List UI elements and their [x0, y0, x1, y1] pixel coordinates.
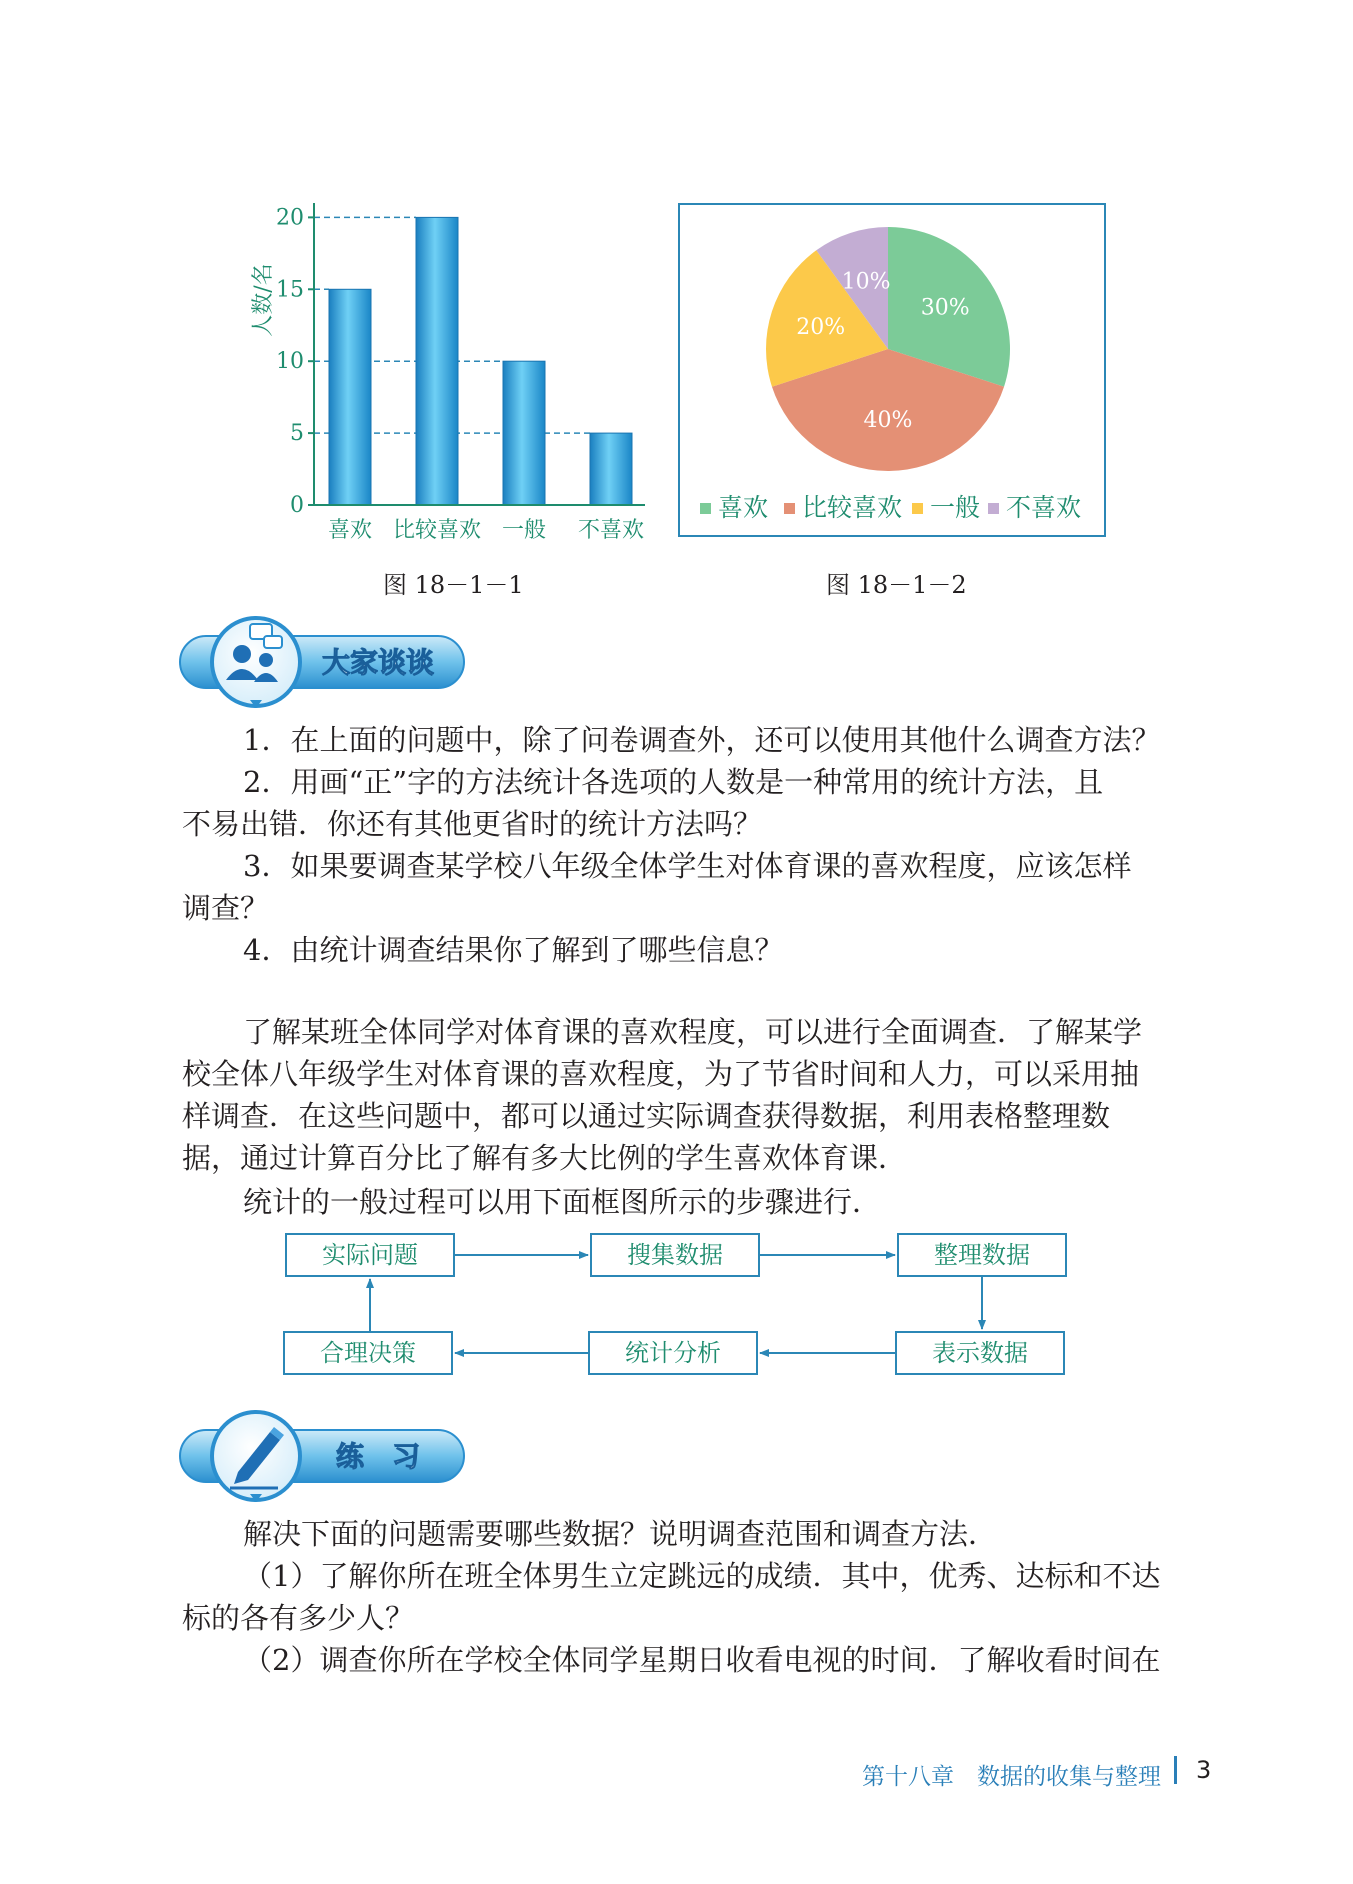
pie-legend-swatch	[988, 503, 999, 514]
pie-legend-swatch	[700, 503, 711, 514]
practice-line-3: （2）调查你所在学校全体同学星期日收看电视的时间．了解收看时间在	[243, 1643, 1161, 1677]
pie-chart-caption: 图 18－1－2	[826, 571, 967, 599]
practice-line-2b: 标的各有多少人？	[182, 1601, 415, 1635]
pie-legend-label: 不喜欢	[1006, 493, 1082, 522]
bar-xtick-label: 一般	[501, 518, 547, 543]
flow-box-represent-data: 表示数据	[895, 1331, 1065, 1375]
bar-chart-caption: 图 18－1－1	[383, 571, 524, 599]
bar-ylabel: 人数/名	[251, 263, 276, 337]
discuss-line-2: 2．用画“正”字的方法统计各选项的人数是一种常用的统计方法，且	[243, 765, 1104, 799]
pie-label: 40%	[863, 407, 913, 433]
bar-2	[503, 361, 545, 505]
bar-chart	[240, 195, 660, 555]
body-line-4: 据，通过计算百分比了解有多大比例的学生喜欢体育课．	[182, 1141, 908, 1175]
flow-box-organize-data: 整理数据	[897, 1233, 1067, 1277]
pie-legend-label: 一般	[930, 493, 981, 522]
discuss-line-4: 4．由统计调查结果你了解到了哪些信息？	[243, 933, 784, 967]
bar-ytick-label: 0	[290, 493, 304, 518]
practice-banner-title: 练 习	[335, 1440, 421, 1473]
body-line-1: 了解某班全体同学对体育课的喜欢程度，可以进行全面调查．了解某学	[243, 1015, 1143, 1049]
body-line-3: 样调查．在这些问题中，都可以通过实际调查获得数据，利用表格整理数	[182, 1099, 1111, 1133]
pie-legend-label: 比较喜欢	[802, 493, 903, 522]
bar-3	[590, 433, 632, 505]
flow-box-decision: 合理决策	[283, 1331, 453, 1375]
page-number: 3	[1196, 1756, 1212, 1784]
discuss-line-3b: 调查？	[182, 891, 270, 925]
pie-chart	[678, 203, 1106, 537]
pie-legend-swatch	[912, 503, 923, 514]
pie-legend-swatch	[784, 503, 795, 514]
body-line-2: 校全体八年级学生对体育课的喜欢程度，为了节省时间和人力，可以采用抽	[182, 1057, 1140, 1091]
practice-line-1: 解决下面的问题需要哪些数据？说明调查范围和调查方法．	[243, 1517, 998, 1551]
pie-legend-label: 喜欢	[718, 493, 769, 522]
discuss-line-1: 1．在上面的问题中，除了问卷调查外，还可以使用其他什么调查方法？	[243, 723, 1161, 757]
bar-ytick-label: 5	[290, 421, 304, 447]
discuss-line-2b: 不易出错．你还有其他更省时的统计方法吗？	[182, 807, 763, 841]
pie-label: 20%	[796, 315, 846, 341]
bar-ytick-label: 10	[276, 349, 304, 375]
footer-chapter: 第十八章 数据的收集与整理	[862, 1764, 1161, 1790]
pie-label: 10%	[841, 269, 891, 295]
bar-0	[329, 289, 371, 505]
bar-xtick-label: 比较喜欢	[392, 518, 482, 543]
bar-1	[416, 217, 458, 505]
flow-box-analysis: 统计分析	[588, 1331, 758, 1375]
discuss-line-3: 3．如果要调查某学校八年级全体学生对体育课的喜欢程度，应该怎样	[243, 849, 1132, 883]
discuss-banner-title: 大家谈谈	[321, 646, 435, 679]
practice-line-2: （1）了解你所在班全体男生立定跳远的成绩．其中，优秀、达标和不达	[243, 1559, 1161, 1593]
footer-divider	[1174, 1756, 1177, 1784]
bar-xtick-label: 喜欢	[327, 518, 373, 543]
pie-label: 30%	[920, 295, 970, 321]
bar-ytick-label: 20	[276, 205, 304, 231]
bar-xtick-label: 不喜欢	[577, 518, 645, 543]
flow-box-collect-data: 搜集数据	[590, 1233, 760, 1277]
body-line-5: 统计的一般过程可以用下面框图所示的步骤进行．	[243, 1185, 882, 1219]
flow-box-actual-problem: 实际问题	[285, 1233, 455, 1277]
practice-banner	[178, 1408, 468, 1508]
discuss-banner	[178, 614, 468, 714]
bar-ytick-label: 15	[276, 277, 304, 303]
